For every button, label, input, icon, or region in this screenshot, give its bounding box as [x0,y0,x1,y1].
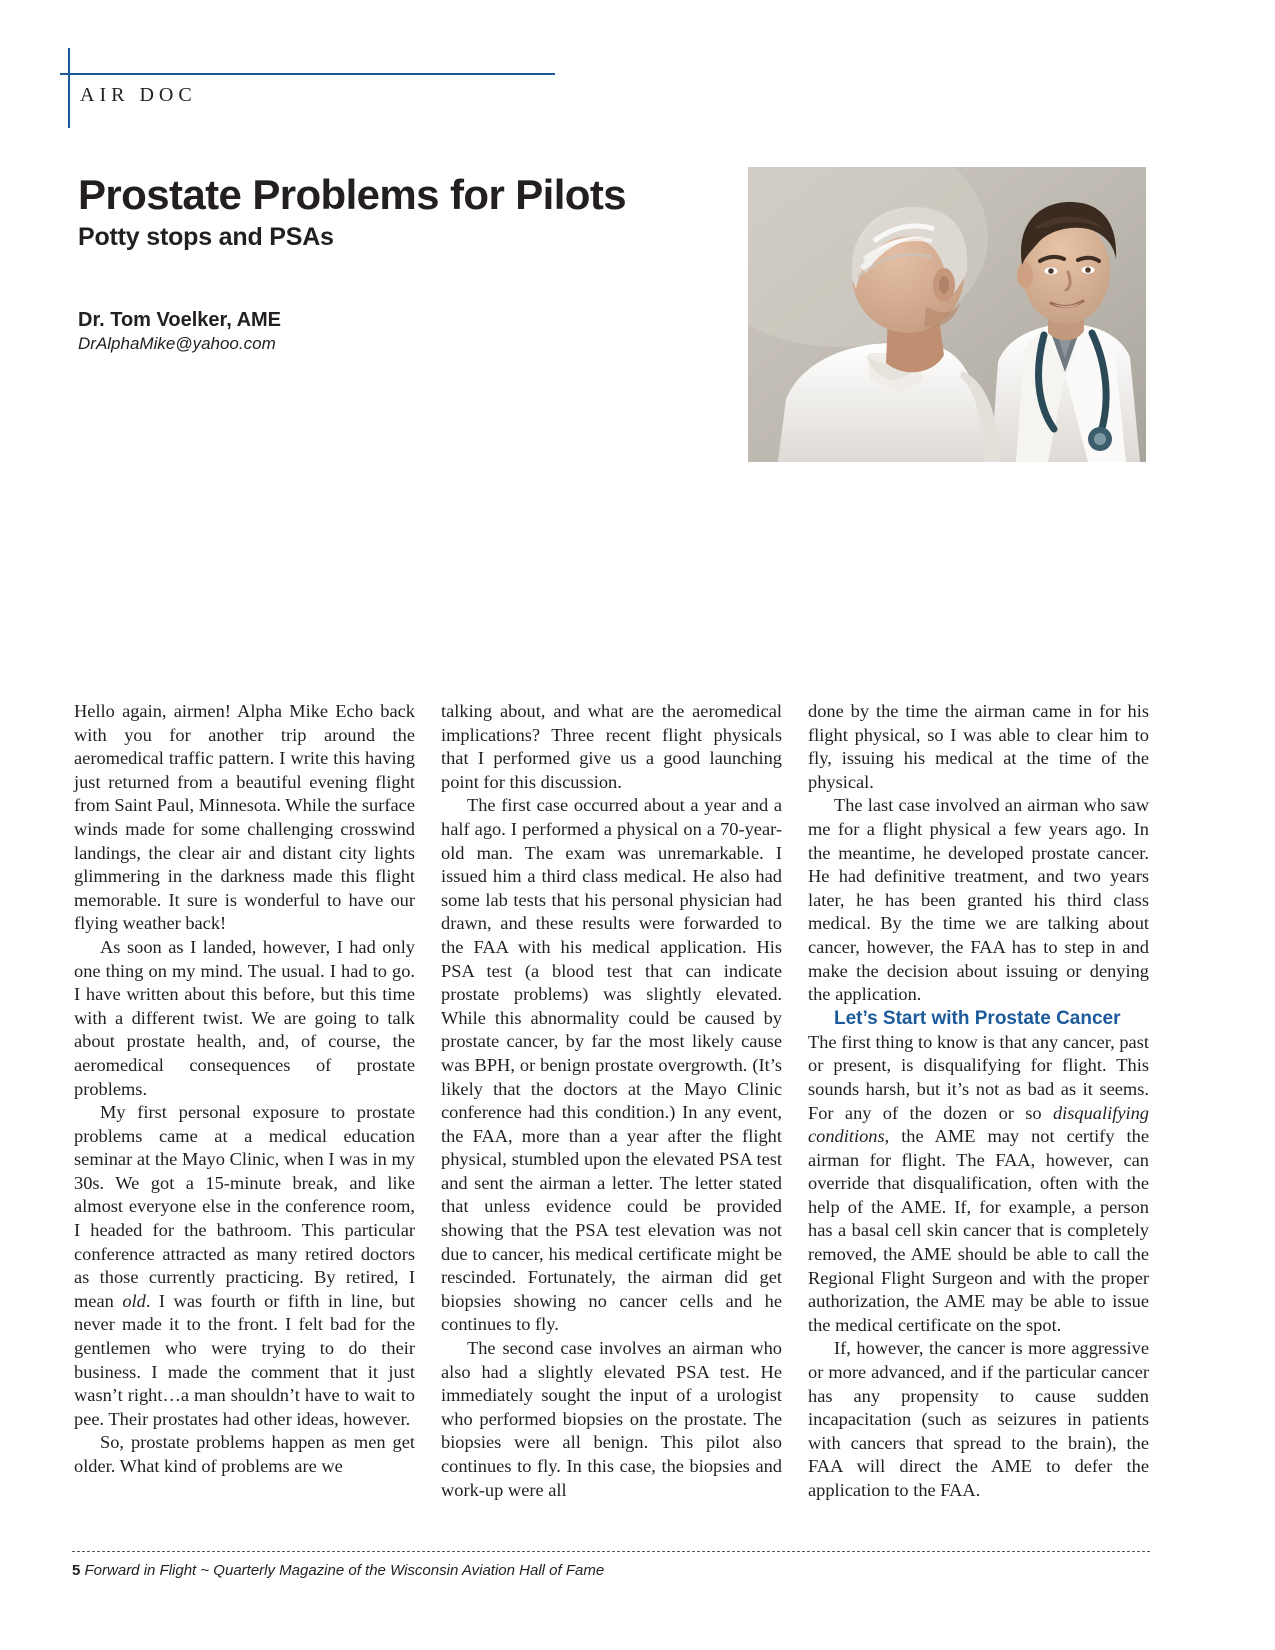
paragraph: talking about, and what are the aeromedical implications? Three recent flight physicals that I performed give us a good launching point for this discussion. [441,701,782,792]
emphasis-old: old [122,1290,146,1311]
paragraph: If, however, the cancer is more aggressive or more advanced, and if the particular cancer has any propensity to cause sudden incapacitation (such as seizures in patients with cancers that spread to the brain), the FAA will direct the AME to defer the application to the FAA. [808,1338,1149,1500]
paragraph: As soon as I landed, however, I had only one thing on my mind. The usual. I had to go. I have written about this before, but this time with a different twist. We are going to talk about prostate health, and, of course, the aeromedical consequences of prostate problems. [74,936,415,1099]
kicker-vertical-rule [68,48,70,128]
author-name: Dr. Tom Voelker, AME [78,309,282,331]
paragraph-text: The first thing to know is that any cancer, past or present, is disqualifying for flight. This sounds harsh, but it’s not as bad as it seems. For any of the dozen or so [808,1031,1149,1123]
paragraph: The second case involves an airman who also had a slightly elevated PSA test. He immediately sought the input of a urologist who performed biopsies on the prostate. The biopsies were all benign. This pilot also continues to fly. In this case, the biopsies and work-up were all [441,1338,782,1500]
kicker-horizontal-rule [60,73,555,75]
page-number: 5 [72,1562,81,1579]
page-subtitle: Potty stops and PSAs [78,223,334,251]
section-kicker [68,48,568,138]
section-heading: Let’s Start with Prostate Cancer [834,1007,1121,1029]
kicker-label: AIR DOC [80,84,197,106]
doctors-photo-illustration [748,167,1146,462]
page-title: Prostate Problems for Pilots [78,171,627,218]
article-photo [748,167,1146,462]
footer-divider [72,1551,1150,1552]
body-column-1 [74,700,415,1476]
paragraph-text: My first personal exposure to prostate problems came at a medical education seminar at the Mayo Clinic, when I was in my 30s. We got a 15-minute break, and like almost everyone else in the conference room, I headed for the bathroom. This particular conference attracted as many retired doctors as those currently practicing. By retired, I mean [74,1102,415,1311]
article-body [74,700,1149,1500]
body-column-2 [441,700,782,1500]
paragraph: Hello again, airmen! Alpha Mike Echo back with you for another trip around the aeromedical traffic pattern. I write this having just returned from a beautiful evening flight from Saint Paul, Minnesota. While the surface winds made for some challenging crosswind landings, the clear air and distant city lights glimmering in the darkness made this flight memorable. It sure is wonderful to have our flying weather back! [74,701,415,934]
paragraph: The last case involved an airman who saw me for a flight physical a few years ago. In the meantime, he developed prostate cancer. He had definitive treatment, and two years later, he has been granted his third class medical. By the time we are talking about cancer, however, the FAA has to step in and make the decision about issuing or denying the application. [808,795,1149,1005]
paragraph [74,1101,415,1431]
paragraph-text: , the AME may not certify the airman for flight. The FAA, however, can override that disqualification, often with the help of the AME. If, for example, a person has a basal cell skin cancer that is completely removed, the AME should be able to call the Regional Flight Surgeon and with the proper authorization, the AME may be able to issue the medical certificate on the spot. [808,1126,1149,1335]
paragraph [808,1031,1149,1338]
paragraph: done by the time the airman came in for his flight physical, so I was able to clear him to fly, issuing his medical at the time of the physical. [808,701,1149,792]
byline [78,308,598,355]
paragraph-text: . I was fourth or fifth in line, but never made it to the front. I felt bad for the gentlemen who were trying to do their business. I made the comment that it just wasn’t right…a man shouldn’t have to wait to pee. Their prostates had other ideas, however. [74,1290,415,1429]
body-column-3 [808,700,1149,1500]
paragraph: The first case occurred about a year and a half ago. I performed a physical on a 70-year-old man. The exam was unremarkable. I issued him a third class medical. He also had some lab tests that his personal physician had drawn, and these results were forwarded to the FAA with his medical application. His PSA test (a blood test that can indicate prostate problems) was slightly elevated. While this abnormality could be caused by prostate cancer, by far the most likely cause was BPH, or benign prostate overgrowth. (It’s likely that the doctors at the Mayo Clinic conference had this condition.) In any event, the FAA, more than a year after the flight physical, stumbled upon the elevated PSA test and sent the airman a letter. The letter stated that unless evidence could be provided showing that the PSA test elevation was not due to cancer, his medical certificate might be rescinded. Fortunately, the airman did get biopsies showing no cancer cells and he continues to fly. [441,795,782,1335]
footer [72,1562,604,1579]
author-email: DrAlphaMike@yahoo.com [78,334,276,353]
title-block [78,172,728,252]
paragraph: So, prostate problems happen as men get older. What kind of problems are we [74,1432,415,1476]
emphasis-disqualifying-conditions: disqualifying conditions [808,1102,1149,1147]
publication-name: Forward in Flight ~ Quarterly Magazine of the Wisconsin Aviation Hall of Fame [84,1562,605,1579]
